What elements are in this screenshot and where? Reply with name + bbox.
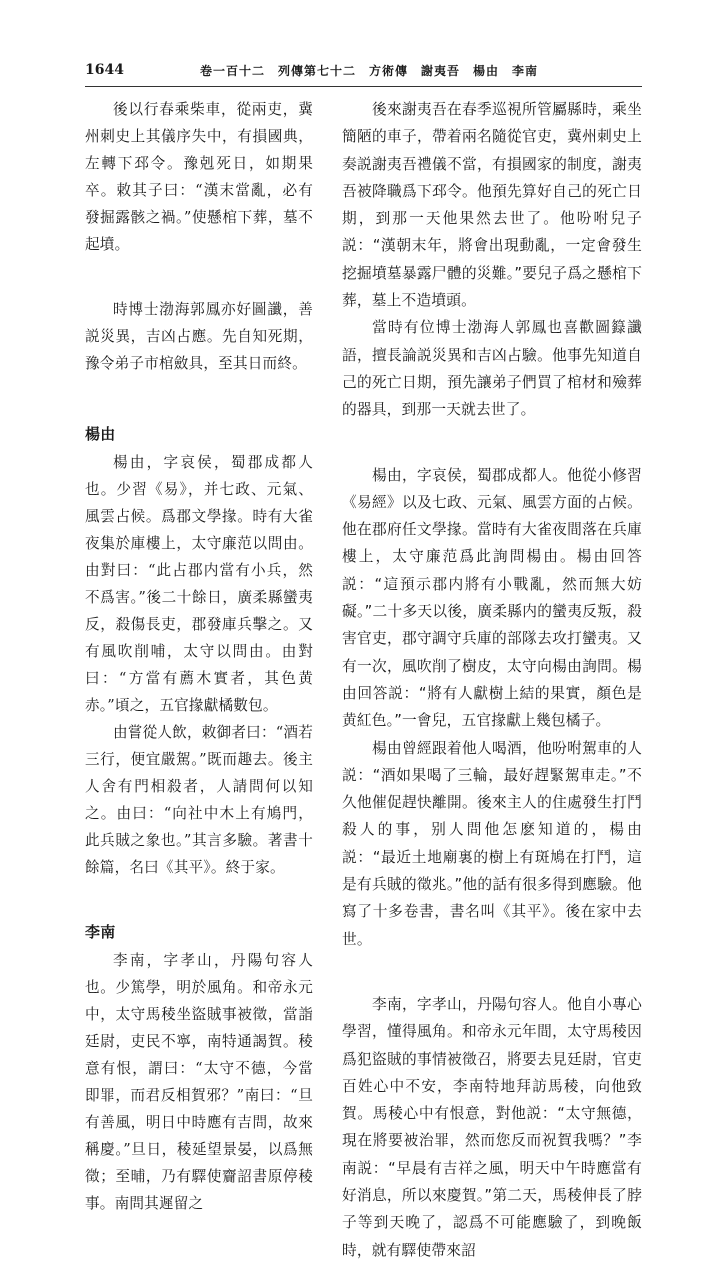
- classical-paragraph-yang-you-1: 楊由，字哀侯，蜀郡成都人也。少習《易》，并七政、元氣、風雲占候。爲郡文學掾。時有大雀夜集於庫樓上，太守廉范以問由。由對曰：“此占郡内當有小兵，然不爲害。”後二十餘日，廣柔縣蠻夷反，殺傷長吏，郡發庫兵擊之。又有風吹削哺，太守以問由。由對曰：“方當有薦木實者，其色黄赤。”頃之，五官掾獻橘數包。: [85, 454, 313, 714]
- paragraph-spacer: [342, 424, 642, 462]
- translation-column: [342, 96, 642, 1259]
- translation-paragraph-li-nan: 李南，字孝山，丹陽句容人。他自小專心學習，懂得風角。和帝永元年間，太守馬稜因爲犯盜賊的事情被徵召，將要去見廷尉，官吏百姓心中不安，李南特地拜訪馬稜，向他致賀。馬稜心中有恨意，對他説：“太守無德，現在將要被治罪，然而您反而祝賀我嗎？”李南説：“早晨有吉祥之風，明天中午時應當有好消息，所以來慶賀。”第二天，馬稜伸長了脖子等到天晚了，認爲不可能應驗了，到晚飯時，就有驛使帶來詔: [342, 995, 642, 1259]
- translation-paragraph-guo-feng: 當時有位博士渤海人郭鳳也喜歡圖籙讖語，擅長論説災異和吉凶占驗。他事先知道自己的死亡日期，預先讓弟子們買了棺材和殮葬的器具，到那一天就去世了。: [342, 319, 642, 419]
- classical-paragraph-yang-you-2: 由嘗從人飲，敕御者曰：“酒若三行，便宜嚴駕。”既而趣去。後主人舍有門相殺者，人請問何以知之。由曰：“向社中木上有鳩門，此兵賊之象也。”其言多驗。著書十餘篇，名曰《其平》。終于家。: [85, 724, 313, 876]
- classical-paragraph-guo-feng: 時博士渤海郭鳳亦好圖讖，善説災異，吉凶占應。先自知死期，豫令弟子市棺斂具，至其日而終。: [85, 301, 313, 372]
- classical-paragraph-li-nan: 李南，字孝山，丹陽句容人也。少篤學，明於風角。和帝永元中，太守馬稜坐盜賊事被徵，當詣廷尉，吏民不寧，南特通謁賀。稜意有恨，謂曰：“太守不德，今當即罪，而君反相賀邪？”南曰：“旦有善風，明日中時應有吉問，故來稱慶。”旦日，稜延望景晏，以爲無徵；至晡，乃有驛使齎詔書原停稜事。南問其遲留之: [85, 952, 313, 1212]
- section-title-li-nan: 李南: [85, 923, 116, 941]
- translation-paragraph-yang-you-2: 楊由曾經跟着他人喝酒，他吩咐駕車的人説：“酒如果喝了三輪，最好趕緊駕車走。”不久他催促趕快離開。後來主人的住處發生打鬥殺人的事，别人問他怎麽知道的，楊由説：“最近土地廟裏的樹上有斑鳩在打鬥，這是有兵賊的徵兆。”他的話有很多得到應驗。他寫了十多卷書，書名叫《其平》。後在家中去世。: [342, 739, 642, 948]
- paragraph-spacer: [85, 881, 313, 913]
- header-rule: [85, 86, 642, 87]
- classical-paragraph-xie-yiwu: 後以行春乘柴車，從兩吏，冀州刺史上其儀序失中，有損國典，左轉下邳令。豫剋死日，如期果卒。敕其子曰：“漢末當亂，必有發掘露骸之禍。”使懸棺下葬，墓不起墳。: [85, 101, 313, 253]
- paragraph-spacer: [85, 258, 313, 296]
- section-title-yang-you: 楊由: [85, 425, 116, 443]
- translation-paragraph-yang-you-1: 楊由，字哀侯，蜀郡成都人。他從小修習《易經》以及七政、元氣、風雲方面的占候。他在郡府任文學掾。當時有大雀夜間落在兵庫樓上，太守廉范爲此詢問楊由。楊由回答説：“這預示郡内將有小戰亂，然而無大妨礙。”二十多天以後，廣柔縣内的蠻夷反叛，殺害官吏，郡守調守兵庫的部隊去攻打蠻夷。又有一次，風吹削了樹皮，太守向楊由詢問。楊由回答説：“將有人獻樹上結的果實，顏色是黄紅色。”一會兒，五官掾獻上幾包橘子。: [342, 466, 642, 730]
- paragraph-spacer: [342, 953, 642, 991]
- running-head: 卷一百十二 列傳第七十二 方術傳 謝夷吾 楊由 李南: [200, 64, 539, 78]
- page-number: 1644: [85, 62, 124, 78]
- paragraph-spacer: [85, 377, 313, 415]
- classical-text-column: [85, 96, 313, 1212]
- translation-paragraph-xie-yiwu: 後來謝夷吾在春季巡視所管屬縣時，乘坐簡陋的車子，帶着兩名隨從官吏，冀州刺史上奏説謝夷吾禮儀不當，有損國家的制度，謝夷吾被降職爲下邳令。他預先算好自己的死亡日期，到那一天他果然去世了。他吩咐兒子説：“漢朝末年，將會出現動亂，一定會發生挖掘墳墓暴露尸體的災難。”要兒子爲之懸棺下葬，墓上不造墳頭。: [342, 101, 642, 310]
